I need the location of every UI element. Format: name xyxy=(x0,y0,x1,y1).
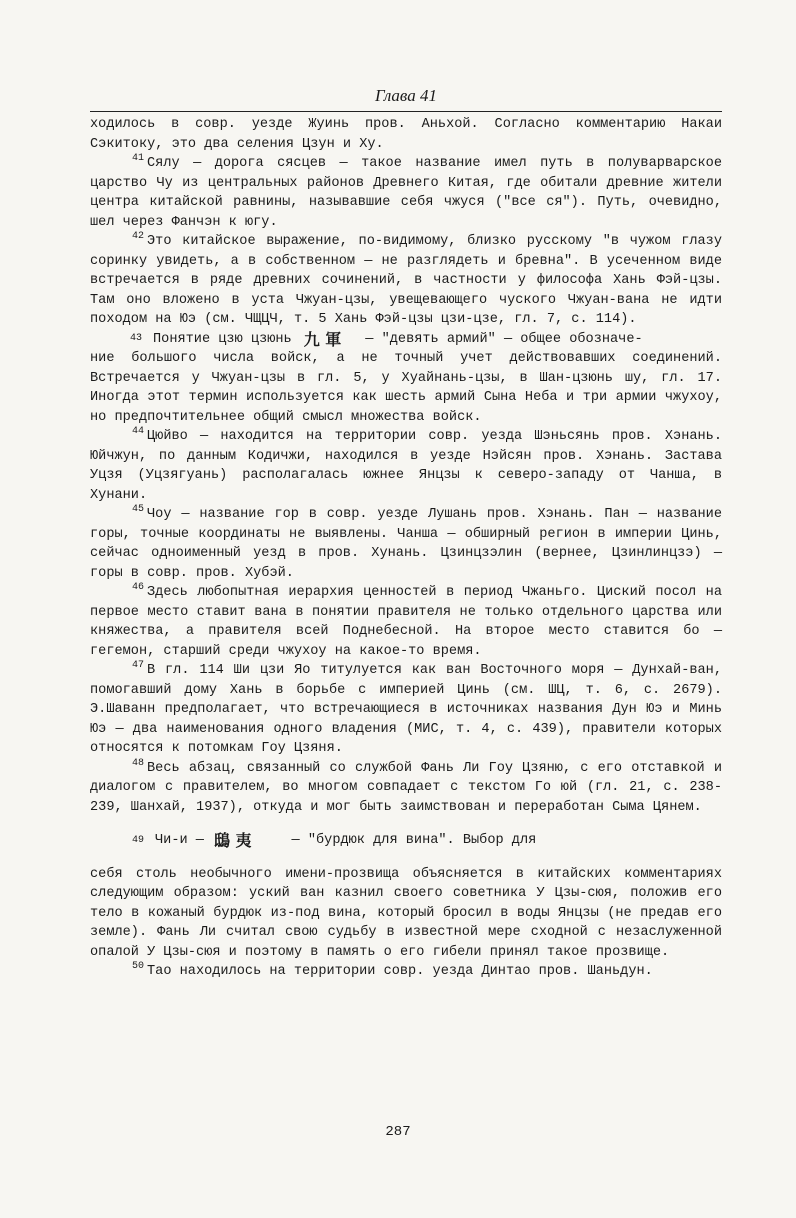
note-49-first-line: 49 Чи-и — 鴟 夷 — "бурдюк для вина". Выбор для xyxy=(132,831,537,850)
note-number: 50 xyxy=(132,961,145,973)
note-44 xyxy=(90,427,722,505)
note-43-first-line: 43 Понятие цзю цзюнь 九 軍 — "девять армий" — общее обозначе- xyxy=(130,329,643,349)
note-number: 41 xyxy=(132,153,145,165)
notes-body xyxy=(90,115,722,982)
note-text: Тао находилось на территории совр. уезда Динтао пров. Шаньдун. xyxy=(147,964,653,979)
note-number: 47 xyxy=(132,660,145,672)
note-text: ние большого числа войск, а не точный учет действовавших соединений. Встречается у Чжуан-цзы в гл. 5, у Хуайнань-цзы, в Шан-цзюнь шу, гл. 17. Иногда этот термин используется как шесть армий Сына Неба и три армии чжухоу, но предпочтительнее общий смысл множества войск. xyxy=(90,351,722,425)
note-43 xyxy=(90,330,722,428)
chapter-header: Глава 41 xyxy=(375,86,437,105)
note-text: Здесь любопытная иерархия ценностей в период Чжаньго. Циский посол на первое место ставит вана в понятии правителя не только отдельного царства или княжества, а правителя всей Поднебесной. На второе место ставится бо — гегемон, старший среди чжухоу на какое-то время. xyxy=(90,585,722,659)
page-number: 287 xyxy=(385,1124,411,1140)
note-text-lead: Чи-и — xyxy=(155,833,204,848)
note-46 xyxy=(90,583,722,661)
note-text: Чоу — название гор в совр. уезде Лушань пров. Хэнань. Пан — название горы, точные координаты не выявлены. Чанша — обширный регион в империи Цинь, сейчас одноименный уезд в пров. Хунань. Цзинцзэлин (вернее, Цзинлинцзэ) — горы в совр. пров. Хубэй. xyxy=(90,507,722,581)
note-text: В гл. 114 Ши цзи Яо титулуется как ван Восточного моря — Дунхай-ван, помогавший дому Хань в борьбе с империей Цинь (см. ШЦ, т. 6, с. 2679). Э.Шаванн предполагает, что встречающиеся в источниках названия Дун Юэ и Минь Юэ — два наименования одного владения (МИС, т. 4, с. 439), правители которых относятся к потомкам Гоу Цзяня. xyxy=(90,663,722,756)
note-text: Сялу — дорога сясцев — такое название имел путь в полуварварское царство Чу из центральных районов Древнего Китая, где обитали древние жители центра китайской равнины, называвшие себя чжуся ("все ся"). Путь, очевидно, шел через Фанчэн к югу. xyxy=(90,156,722,230)
header-rule xyxy=(90,111,722,112)
note-text: Весь абзац, связанный со службой Фань Ли Гоу Цзяню, с его отставкой и диалогом с правителем, во многом совпадает с текстом Го юй (гл. 21, с. 238-239, Шанхай, 1937), откуда и мог быть заимствован и переработан Сыма Цянем. xyxy=(90,760,722,815)
note-text-tail: — "девять армий" — общее обозначе- xyxy=(365,331,643,347)
note-text: Цюйво — находится на территории совр. уезда Шэньсянь пров. Хэнань. Юйчжун, по данным Кодичжи, находился в уезде Нэйсян пров. Хэнань. Застава Уцзя (Уцзягуань) располагалась южнее Янцзы к северо-западу от Чанша, в Хунани. xyxy=(90,429,722,503)
note-48 xyxy=(90,759,722,818)
note-45 xyxy=(90,505,722,583)
note-number: 45 xyxy=(132,504,145,516)
spacer xyxy=(90,851,722,865)
note-text-tail: — "бурдюк для вина". Выбор для xyxy=(291,833,537,848)
note-47 xyxy=(90,661,722,759)
note-41 xyxy=(90,154,722,232)
note-49 xyxy=(90,831,722,962)
note-continuation: ходилось в совр. уезде Жуинь пров. Аньхой. Согласно комментарию Накаи Сэкитоку, это два селения Цзун и Ху. xyxy=(90,117,722,152)
note-number: 46 xyxy=(132,582,145,594)
note-text-lead: Понятие цзю цзюнь xyxy=(153,331,292,347)
note-number: 44 xyxy=(132,426,145,438)
spacer xyxy=(90,817,722,831)
note-text: Это китайское выражение, по-видимому, близко русскому "в чужом глазу соринку увидеть, а в собственном — не разглядеть и бревна". В усеченном виде встречается в ряде древних сочинений, в частности у философа Хань Фэй-цзы. Там оно вложено в уста Чжуан-цзы, увещевающего чуского Чжуан-вана не идти походом на Юэ (см. ЧЩЦЧ, т. 5 Хань Фэй-цзы цзи-цзе, гл. 7, с. 114). xyxy=(90,234,722,327)
note-number: 48 xyxy=(132,757,145,769)
note-42 xyxy=(90,232,722,330)
note-text: себя столь необычного имени-прозвища объясняется в китайских комментариях следующим образом: уский ван казнил своего советника У Цзы-сюя, положив его тело в кожаный бурдюк из-под вина, который бросил в воды Янцзы (не предав его земле). Фань Ли считал свою судьбу в известной мере сходной с незаслуженной опалой У Цзы-сюя и поэтому в память о его гибели принял такое прозвище. xyxy=(90,866,722,960)
chinese-characters: 鴟 夷 xyxy=(213,831,252,850)
note-number: 42 xyxy=(132,231,145,243)
chinese-characters: 九 軍 xyxy=(303,329,342,349)
note-50 xyxy=(90,962,722,982)
